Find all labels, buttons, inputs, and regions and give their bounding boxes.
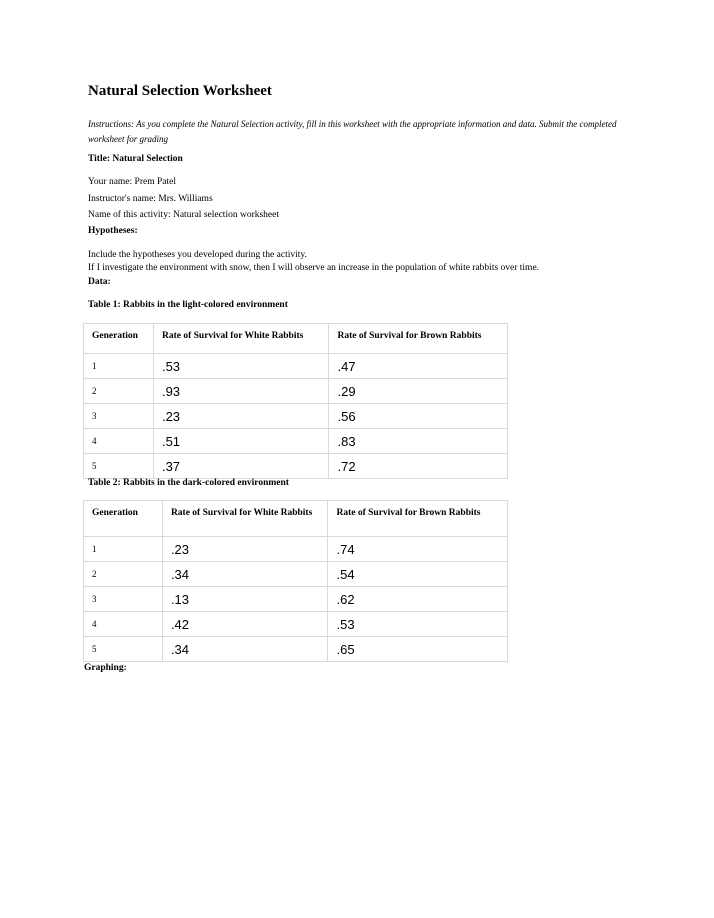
table-row [84, 379, 508, 404]
white-rate-cell: .93 [153, 379, 329, 404]
hypotheses-heading: Hypotheses: [88, 226, 138, 236]
table-row [84, 354, 508, 379]
generation-cell: 2 [84, 379, 154, 404]
white-rate-cell: .37 [153, 454, 329, 479]
graphing-heading: Graphing: [84, 663, 127, 673]
table-row [84, 537, 508, 562]
table-header-cell: Rate of Survival for White Rabbits [153, 324, 329, 354]
generation-cell: 4 [84, 429, 154, 454]
white-rate-cell: .13 [162, 587, 328, 612]
brown-rate-cell: .83 [329, 429, 508, 454]
brown-rate-cell: .74 [328, 537, 508, 562]
table2 [83, 500, 508, 662]
white-rate-cell: .34 [162, 637, 328, 662]
table-header-row [84, 324, 508, 354]
white-rate-cell: .51 [153, 429, 329, 454]
generation-cell: 3 [84, 404, 154, 429]
brown-rate-cell: .53 [328, 612, 508, 637]
table-header-cell: Rate of Survival for Brown Rabbits [328, 501, 508, 537]
table-header-cell: Generation [84, 324, 154, 354]
table-row [84, 562, 508, 587]
white-rate-cell: .23 [153, 404, 329, 429]
table-row [84, 429, 508, 454]
brown-rate-cell: .65 [328, 637, 508, 662]
white-rate-cell: .42 [162, 612, 328, 637]
generation-cell: 4 [84, 612, 163, 637]
hypotheses-prompt: Include the hypotheses you developed during the activity. [88, 250, 307, 260]
brown-rate-cell: .47 [329, 354, 508, 379]
table-row [84, 637, 508, 662]
your-name: Your name: Prem Patel [88, 177, 176, 187]
generation-cell: 3 [84, 587, 163, 612]
white-rate-cell: .34 [162, 562, 328, 587]
table-row [84, 612, 508, 637]
hypothesis-text: If I investigate the environment with snow, then I will observe an increase in the population of white rabbits over time. [88, 263, 540, 273]
brown-rate-cell: .72 [329, 454, 508, 479]
table2-caption: Table 2: Rabbits in the dark-colored environment [88, 478, 289, 488]
activity-name: Name of this activity: Natural selection worksheet [88, 210, 279, 220]
table-row [84, 404, 508, 429]
brown-rate-cell: .56 [329, 404, 508, 429]
brown-rate-cell: .29 [329, 379, 508, 404]
instructions: Instructions: As you complete the Natural Selection activity, fill in this worksheet with the appropriate information and data. Submit the completed worksheet for grading [88, 119, 617, 144]
white-rate-cell: .53 [153, 354, 329, 379]
table-header-cell: Generation [84, 501, 163, 537]
white-rate-cell: .23 [162, 537, 328, 562]
section-title: Title: Natural Selection [88, 154, 183, 164]
brown-rate-cell: .54 [328, 562, 508, 587]
generation-cell: 1 [84, 354, 154, 379]
instructor-name: Instructor's name: Mrs. Williams [88, 194, 213, 204]
table-row [84, 587, 508, 612]
table-row [84, 454, 508, 479]
generation-cell: 5 [84, 637, 163, 662]
table1-caption: Table 1: Rabbits in the light-colored environment [88, 300, 288, 310]
data-heading: Data: [88, 277, 111, 287]
generation-cell: 2 [84, 562, 163, 587]
table1 [83, 323, 508, 479]
generation-cell: 1 [84, 537, 163, 562]
table-header-cell: Rate of Survival for Brown Rabbits [329, 324, 508, 354]
brown-rate-cell: .62 [328, 587, 508, 612]
table-header-cell: Rate of Survival for White Rabbits [162, 501, 328, 537]
table-header-row [84, 501, 508, 537]
generation-cell: 5 [84, 454, 154, 479]
page-title: Natural Selection Worksheet [88, 83, 272, 99]
